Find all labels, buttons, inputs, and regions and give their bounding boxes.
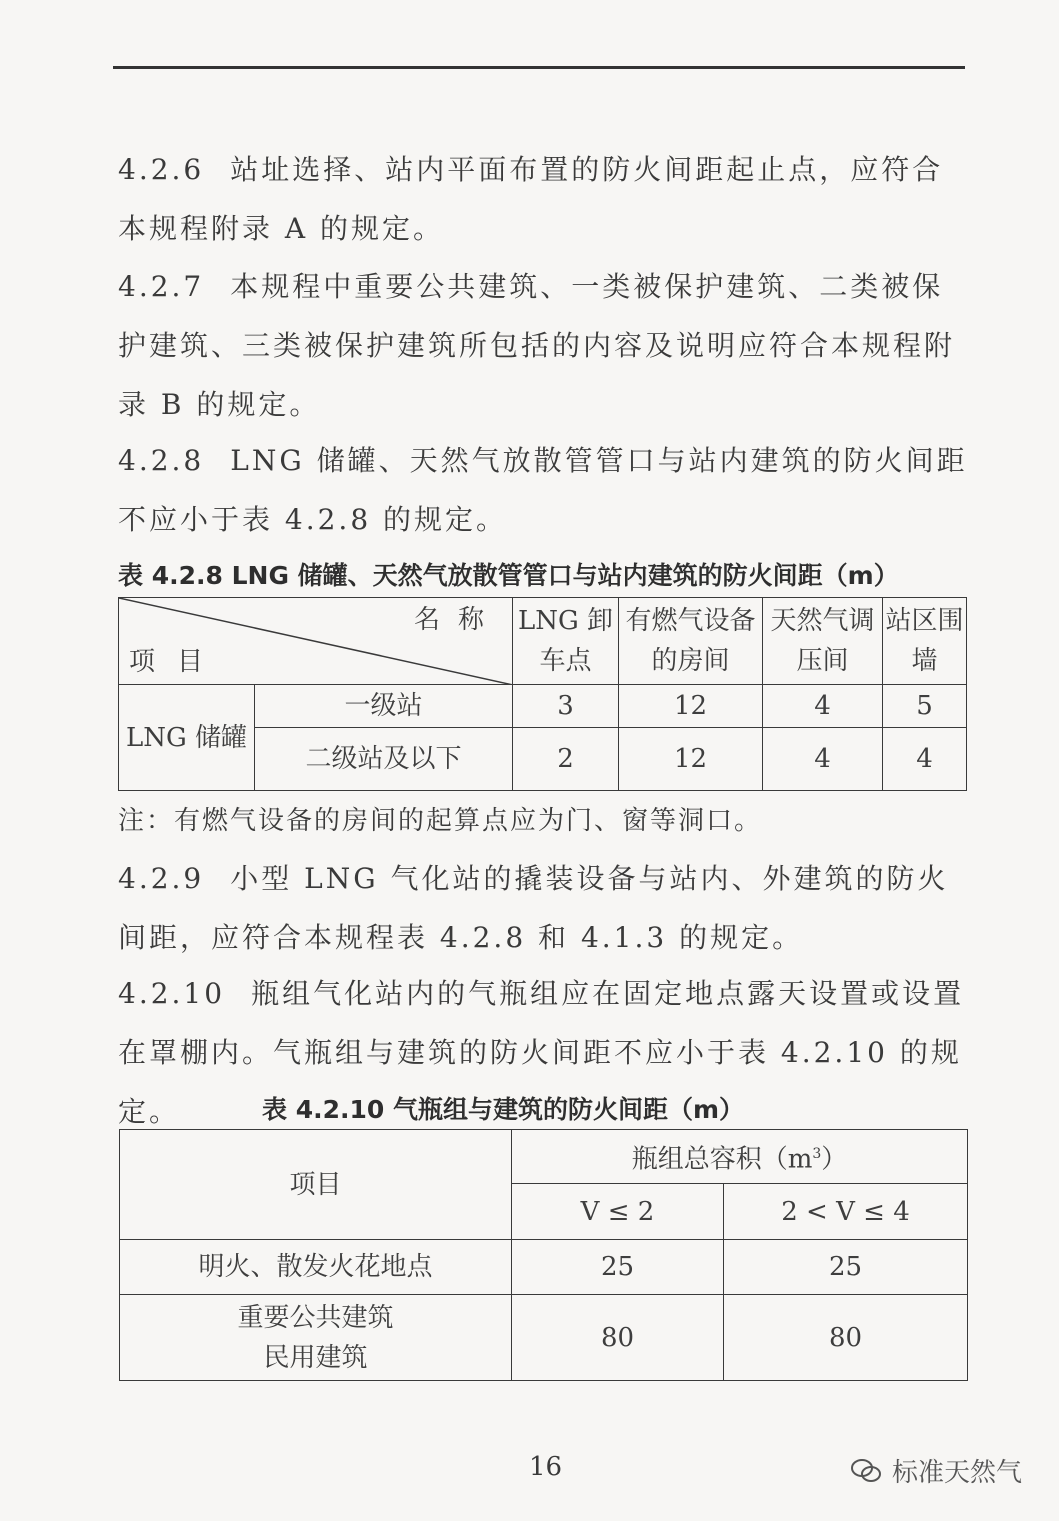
wechat-icon <box>850 1457 882 1485</box>
table-4-2-8 <box>118 597 967 791</box>
row-label: 二级站及以下 <box>255 728 513 791</box>
watermark-text: 标准天然气 <box>892 1458 1023 1488</box>
header-rule <box>113 66 965 69</box>
table-cell: 25 <box>724 1240 968 1295</box>
clause-text: LNG 储罐、天然气放散管管口与站内建筑的防火间距不应小于表 4.2.8 的规定。 <box>118 444 968 536</box>
column-header: 站区围墙 <box>883 598 967 685</box>
clause-4-2-7 <box>118 257 968 434</box>
group-header-text: 瓶组总容积（m <box>631 1144 813 1175</box>
watermark <box>850 1452 1022 1489</box>
clause-number: 4.2.9 <box>118 862 205 895</box>
page-number: 16 <box>529 1452 563 1482</box>
column-header: 有燃气设备的房间 <box>619 598 763 685</box>
clause-number: 4.2.8 <box>118 444 205 477</box>
table-cell: 4 <box>883 728 967 791</box>
group-header-close: ） <box>821 1144 848 1175</box>
clause-text: 站址选择、站内平面布置的防火间距起止点，应符合本规程附录 A 的规定。 <box>118 153 944 245</box>
sub-header: V ≤ 2 <box>512 1184 724 1240</box>
table-cell: 2 <box>513 728 619 791</box>
clause-number: 4.2.10 <box>118 977 226 1010</box>
table-cell: 4 <box>763 685 883 728</box>
table-corner-cell <box>119 598 513 685</box>
table-4-2-8-caption: 表 4.2.8 LNG 储罐、天然气放散管管口与站内建筑的防火间距（m） <box>118 561 899 590</box>
table-row <box>119 685 967 728</box>
table-note: 注：有燃气设备的房间的起算点应为门、窗等洞口。 <box>118 806 763 836</box>
clause-4-2-6 <box>118 140 968 258</box>
clause-4-2-8 <box>118 431 968 549</box>
table-cell: 12 <box>619 728 763 791</box>
table-4-2-10-caption: 表 4.2.10 气瓶组与建筑的防火间距（m） <box>262 1095 745 1124</box>
table-row <box>120 1240 968 1295</box>
table-4-2-10 <box>119 1129 968 1381</box>
sub-header: 2 < V ≤ 4 <box>724 1184 968 1240</box>
group-header <box>512 1130 968 1184</box>
table-cell: 80 <box>724 1295 968 1381</box>
column-header: 天然气调压间 <box>763 598 883 685</box>
row-label-text: 重要公共建筑民用建筑 <box>237 1302 394 1373</box>
table-cell: 25 <box>512 1240 724 1295</box>
table-cell: 12 <box>619 685 763 728</box>
row-label: 明火、散发火花地点 <box>120 1240 512 1295</box>
row-label: 一级站 <box>255 685 513 728</box>
clause-number: 4.2.7 <box>118 270 205 303</box>
clause-text: 瓶组气化站内的气瓶组应在固定地点露天设置或设置在罩棚内。气瓶组与建筑的防火间距不应小于表 4.2.10 的规定。 <box>118 977 965 1128</box>
clause-text: 本规程中重要公共建筑、一类被保护建筑、二类被保护建筑、三类被保护建筑所包括的内容及说明应符合本规程附录 B 的规定。 <box>118 270 956 421</box>
corner-name-label: 名称 <box>413 605 502 635</box>
table-cell: 5 <box>883 685 967 728</box>
row-label <box>120 1295 512 1381</box>
table-cell: 4 <box>763 728 883 791</box>
table-cell: 80 <box>512 1295 724 1381</box>
column-header: LNG 卸车点 <box>513 598 619 685</box>
row-group-label: LNG 储罐 <box>119 685 255 791</box>
clause-number: 4.2.6 <box>118 153 205 186</box>
item-header: 项目 <box>120 1130 512 1240</box>
table-cell: 3 <box>513 685 619 728</box>
clause-text: 小型 LNG 气化站的撬装设备与站内、外建筑的防火间距，应符合本规程表 4.2.8 和 4.1.3 的规定。 <box>118 862 949 954</box>
superscript: 3 <box>812 1145 822 1162</box>
table-row <box>120 1295 968 1381</box>
clause-4-2-9 <box>118 849 968 967</box>
corner-item-label: 项目 <box>129 647 226 677</box>
